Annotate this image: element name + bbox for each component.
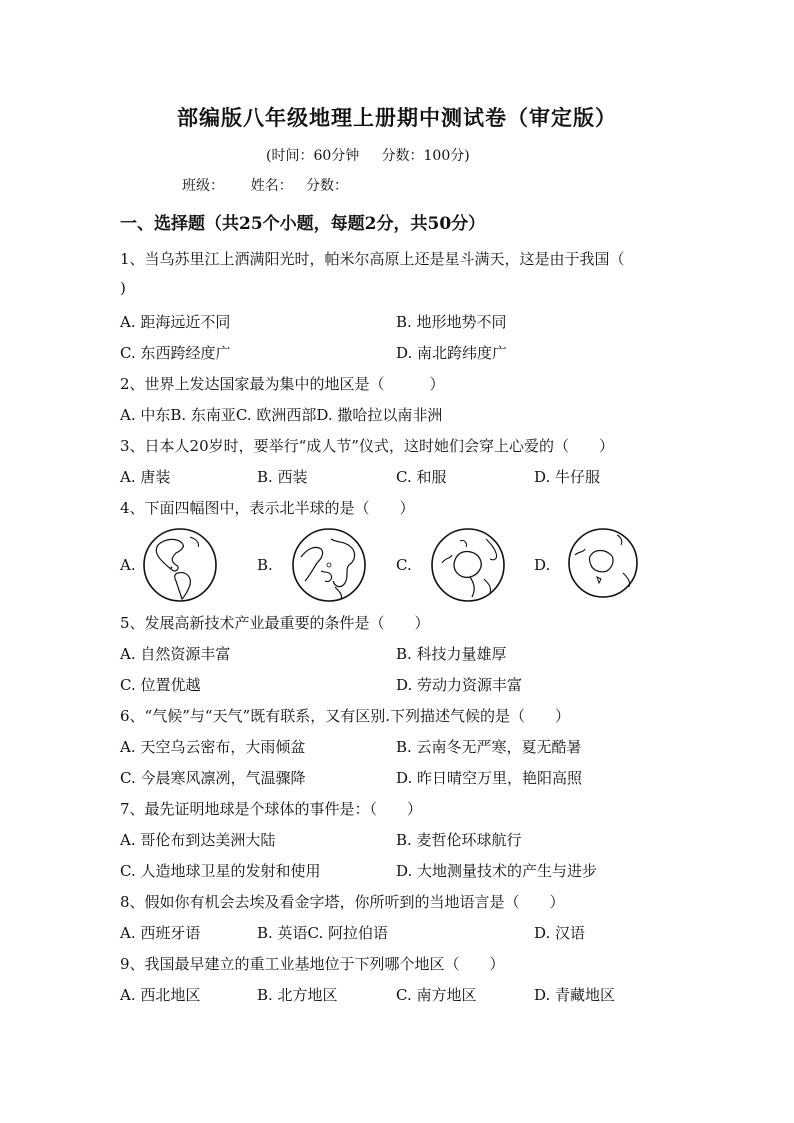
- globe-north-pole-icon: [291, 527, 367, 603]
- question-9-option-a: A. 西北地区: [120, 986, 201, 1004]
- question-4-option-c: C.: [396, 556, 412, 574]
- question-3-option-a: A. 唐装: [120, 468, 171, 486]
- question-9-option-c: C. 南方地区: [396, 986, 477, 1004]
- question-2-options: A. 中东B. 东南亚C. 欧洲西部D. 撒哈拉以南非洲: [120, 406, 443, 424]
- question-4-stem: 4、下面四幅图中，表示北半球的是（ ）: [120, 499, 415, 517]
- question-1-option-c: C. 东西跨经度广: [120, 344, 231, 362]
- question-1-option-b: B. 地形地势不同: [396, 313, 507, 331]
- question-7-option-d: D. 大地测量技术的产生与进步: [396, 862, 598, 880]
- question-9-option-d: D. 青藏地区: [534, 986, 616, 1004]
- question-9-option-b: B. 北方地区: [257, 986, 338, 1004]
- question-3-stem: 3、日本人20岁时，要举行“成人节”仪式，这时她们会穿上心爱的（ ）: [120, 437, 614, 455]
- question-5-option-d: D. 劳动力资源丰富: [396, 676, 523, 694]
- question-3-option-b: B. 西装: [257, 468, 308, 486]
- question-6-option-c: C. 今晨寒风凛冽，气温骤降: [120, 769, 306, 787]
- question-5-stem: 5、发展高新技术产业最重要的条件是（ ）: [120, 614, 430, 632]
- question-8-option-d: D. 汉语: [534, 924, 586, 942]
- question-4-option-d: D.: [534, 556, 551, 574]
- question-5-option-a: A. 自然资源丰富: [120, 645, 231, 663]
- question-3-option-c: C. 和服: [396, 468, 447, 486]
- globe-antarctica-icon: [567, 527, 639, 599]
- question-1-stem-cont: ): [120, 279, 126, 297]
- question-7-stem: 7、最先证明地球是个球体的事件是：（ ）: [120, 800, 423, 818]
- section-heading: 一、选择题（共25个小题，每题2分，共50分）: [120, 214, 486, 234]
- question-8-option-a: A. 西班牙语: [120, 924, 201, 942]
- question-6-stem: 6、“气候”与“天气”既有联系，又有区别.下列描述气候的是（ ）: [120, 707, 570, 725]
- question-6-option-d: D. 昨日晴空万里，艳阳高照: [396, 769, 583, 787]
- question-6-option-a: A. 天空乌云密布，大雨倾盆: [120, 738, 306, 756]
- question-5-option-c: C. 位置优越: [120, 676, 201, 694]
- question-3-option-d: D. 牛仔服: [534, 468, 601, 486]
- question-1-option-d: D. 南北跨纬度广: [396, 344, 508, 362]
- question-8-option-b: B. 英语C. 阿拉伯语: [257, 924, 389, 942]
- exam-title: 部编版八年级地理上册期中测试卷（审定版）: [177, 105, 617, 130]
- student-info: 班级： 姓名： 分数：: [182, 178, 349, 194]
- question-5-option-b: B. 科技力量雄厚: [396, 645, 507, 663]
- question-7-option-b: B. 麦哲伦环球航行: [396, 831, 522, 849]
- question-8-stem: 8、假如你有机会去埃及看金字塔，你所听到的当地语言是（ ）: [120, 893, 565, 911]
- question-1-option-a: A. 距海远近不同: [120, 313, 231, 331]
- question-4-option-a: A.: [120, 556, 136, 574]
- question-2-stem: 2、世界上发达国家最为集中的地区是（ ）: [120, 375, 445, 393]
- question-6-option-b: B. 云南冬无严寒，夏无酷暑: [396, 738, 582, 756]
- question-7-option-c: C. 人造地球卫星的发射和使用: [120, 862, 321, 880]
- exam-subtitle: (时间：60分钟 分数：100分): [266, 148, 470, 164]
- globe-south-pole-icon: [430, 527, 506, 603]
- globe-americas-icon: [142, 527, 218, 603]
- question-1-stem: 1、当乌苏里江上洒满阳光时，帕米尔高原上还是星斗满天，这是由于我国（: [120, 250, 625, 268]
- question-7-option-a: A. 哥伦布到达美洲大陆: [120, 831, 276, 849]
- question-4-option-b: B.: [257, 556, 273, 574]
- question-9-stem: 9、我国最早建立的重工业基地位于下列哪个地区（ ）: [120, 955, 505, 973]
